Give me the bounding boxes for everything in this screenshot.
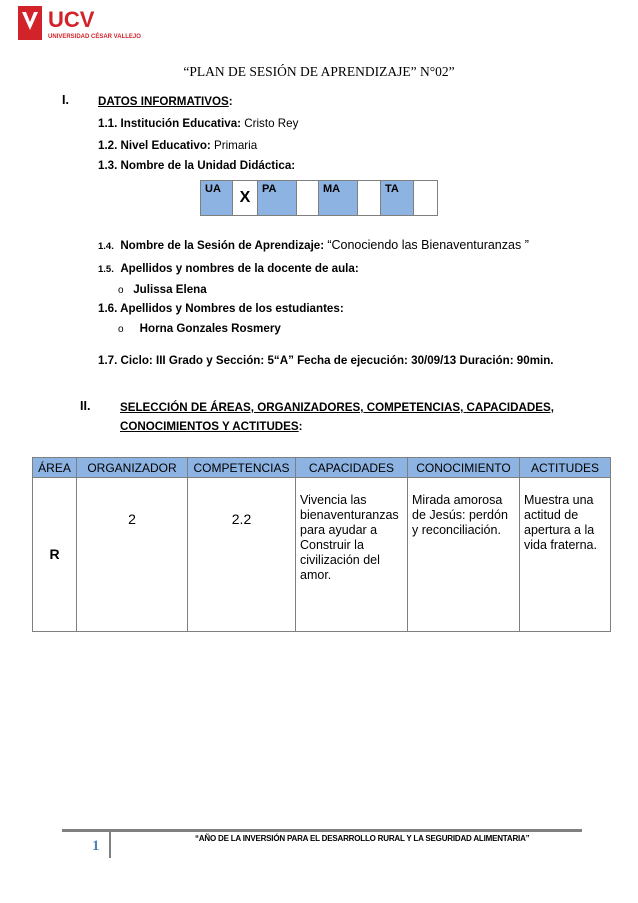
unit-type-pa: PA	[258, 181, 297, 216]
item-1-1	[98, 117, 298, 130]
section-1-heading-colon: :	[228, 95, 233, 108]
unit-type-pa-box	[297, 181, 319, 216]
page-number: 1	[92, 838, 100, 854]
section-2-heading-colon: :	[298, 420, 303, 433]
table-header-row	[33, 458, 611, 478]
header-capacidades: CAPACIDADES	[296, 458, 408, 478]
header-area: ÁREA	[33, 458, 77, 478]
item-1-3-label: 1.3. Nombre de la Unidad Didáctica:	[98, 159, 296, 172]
footer-motto: “AÑO DE LA INVERSIÓN PARA EL DESARROLLO RURAL Y LA SEGURIDAD ALIMENTARIA”	[195, 834, 530, 843]
footer-divider	[109, 832, 111, 858]
unit-type-ua: UA	[201, 181, 233, 216]
ucv-shield-icon	[18, 6, 168, 42]
selection-table	[32, 457, 611, 632]
item-1-5-label: Apellidos y nombres de la docente de aula:	[120, 262, 359, 275]
footer-rule	[62, 829, 582, 832]
item-1-4-num: 1.4.	[98, 241, 114, 252]
item-1-2	[98, 139, 257, 152]
unit-type-ta: TA	[381, 181, 414, 216]
student-bullet: o	[118, 324, 124, 335]
item-1-2-value: Primaria	[210, 139, 258, 152]
header-organizador: ORGANIZADOR	[77, 458, 188, 478]
student-name: Horna Gonzales Rosmery	[139, 322, 281, 335]
cell-competencias: 2.2	[188, 478, 296, 632]
item-1-1-label: 1.1. Institución Educativa:	[98, 117, 242, 130]
section-2-heading-line2	[120, 420, 303, 433]
logo-text: UCV	[48, 7, 95, 32]
cell-actitudes: Muestra una actitud de apertura a la vida fraterna.	[520, 478, 611, 632]
cell-conocimiento: Mirada amorosa de Jesús: perdón y reconciliación.	[408, 478, 520, 632]
teacher-name: Julissa Elena	[133, 283, 207, 296]
item-1-4	[98, 238, 529, 252]
item-1-5	[98, 262, 359, 275]
logo-subtext: UNIVERSIDAD CÉSAR VALLEJO	[48, 34, 141, 40]
section-2-heading-line1: SELECCIÓN DE ÁREAS, ORGANIZADORES, COMPETENCIAS, CAPACIDADES,	[120, 401, 554, 414]
header-actitudes: ACTITUDES	[520, 458, 611, 478]
item-1-1-value: Cristo Rey	[241, 117, 299, 130]
item-1-4-value: “Conociendo las Bienaventuranzas ”	[327, 238, 529, 252]
section-2-heading-line2-text: CONOCIMIENTOS Y ACTITUDES	[120, 420, 299, 433]
section-2-numeral: II.	[80, 399, 91, 413]
teacher-bullet: o	[118, 285, 124, 296]
item-1-2-label: 1.2. Nivel Educativo:	[98, 139, 211, 152]
teacher-item	[118, 283, 207, 296]
item-1-7: 1.7. Ciclo: III Grado y Sección: 5“A” Fecha de ejecución: 30/09/13 Duración: 90min.	[98, 354, 554, 367]
cell-area: R	[33, 478, 77, 632]
unit-type-ua-mark: X	[233, 181, 258, 216]
ucv-logo	[18, 6, 168, 42]
item-1-6-label: 1.6. Apellidos y Nombres de los estudiantes:	[98, 302, 344, 315]
section-1-numeral: I.	[62, 93, 69, 107]
item-1-4-label: Nombre de la Sesión de Aprendizaje:	[120, 239, 325, 252]
unit-type-ma-box	[358, 181, 381, 216]
cell-capacidades: Vivencia las bienaventuranzas para ayudar a Construir la civilización del amor.	[296, 478, 408, 632]
document-title: “PLAN DE SESIÓN DE APRENDIZAJE” N°02”	[183, 64, 455, 79]
section-1-heading	[98, 95, 233, 108]
student-item	[118, 322, 281, 335]
unit-type-table	[200, 180, 438, 216]
item-1-5-num: 1.5.	[98, 264, 114, 275]
header-competencias: COMPETENCIAS	[188, 458, 296, 478]
section-1-heading-text: DATOS INFORMATIVOS	[98, 95, 229, 108]
unit-type-ma: MA	[319, 181, 358, 216]
header-conocimiento: CONOCIMIENTO	[408, 458, 520, 478]
unit-type-ta-box	[414, 181, 438, 216]
cell-organizador: 2	[77, 478, 188, 632]
table-row	[33, 478, 611, 632]
